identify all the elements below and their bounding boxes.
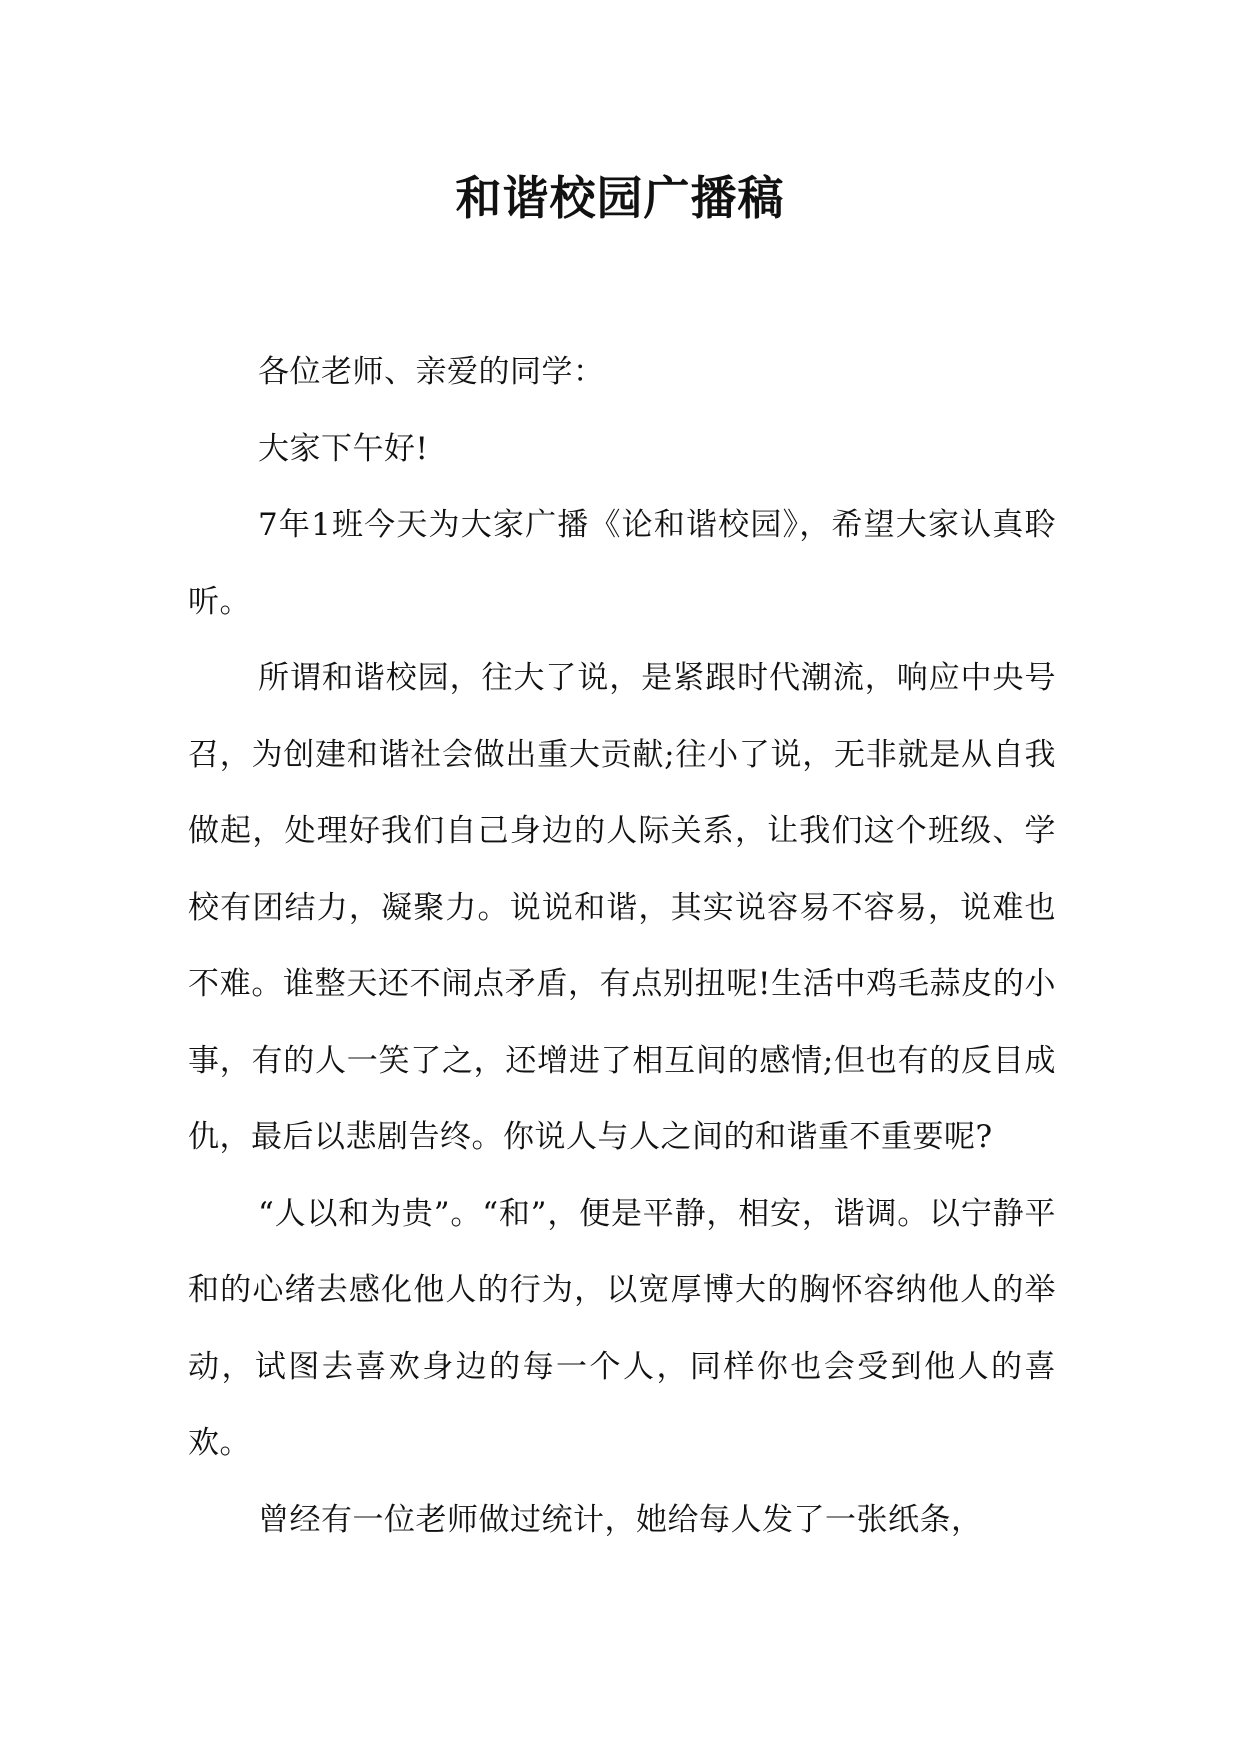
paragraph-greeting: 各位老师、亲爱的同学： xyxy=(258,354,605,390)
paragraph-salutation: 大家下午好! xyxy=(258,430,429,467)
paragraph-teacher-survey: 曾经有一位老师做过统计，她给每人发了一张纸条， xyxy=(258,1501,983,1538)
paragraph-harmony-value: “人以和为贵”。“和”，便是平静，相安，谐调。以宁静平和的心绪去感化他人的行为，以宽厚博大的胸怀容纳他人的举动，试图去喜欢身边的每一个人，同样你也会受到他人的喜欢。 xyxy=(188,1195,1056,1461)
document-body xyxy=(188,334,1056,1558)
paragraph-intro: 7年1班今天为大家广播《论和谐校园》，希望大家认真聆听。 xyxy=(188,507,1056,620)
paragraph-harmony-campus: 所谓和谐校园，往大了说，是紧跟时代潮流，响应中央号召，为创建和谐社会做出重大贡献;往小了说，无非就是从自我做起，处理好我们自己身边的人际关系，让我们这个班级、学校有团结力，凝聚力。说说和谐，其实说容易不容易，说难也不难。谁整天还不闹点矛盾，有点别扭呢!生活中鸡毛蒜皮的小事，有的人一笑了之，还增进了相互间的感情;但也有的反目成仇，最后以悲剧告终。你说人与人之间的和谐重不重要呢? xyxy=(188,660,1056,1155)
document-title: 和谐校园广播稿 xyxy=(455,171,785,225)
